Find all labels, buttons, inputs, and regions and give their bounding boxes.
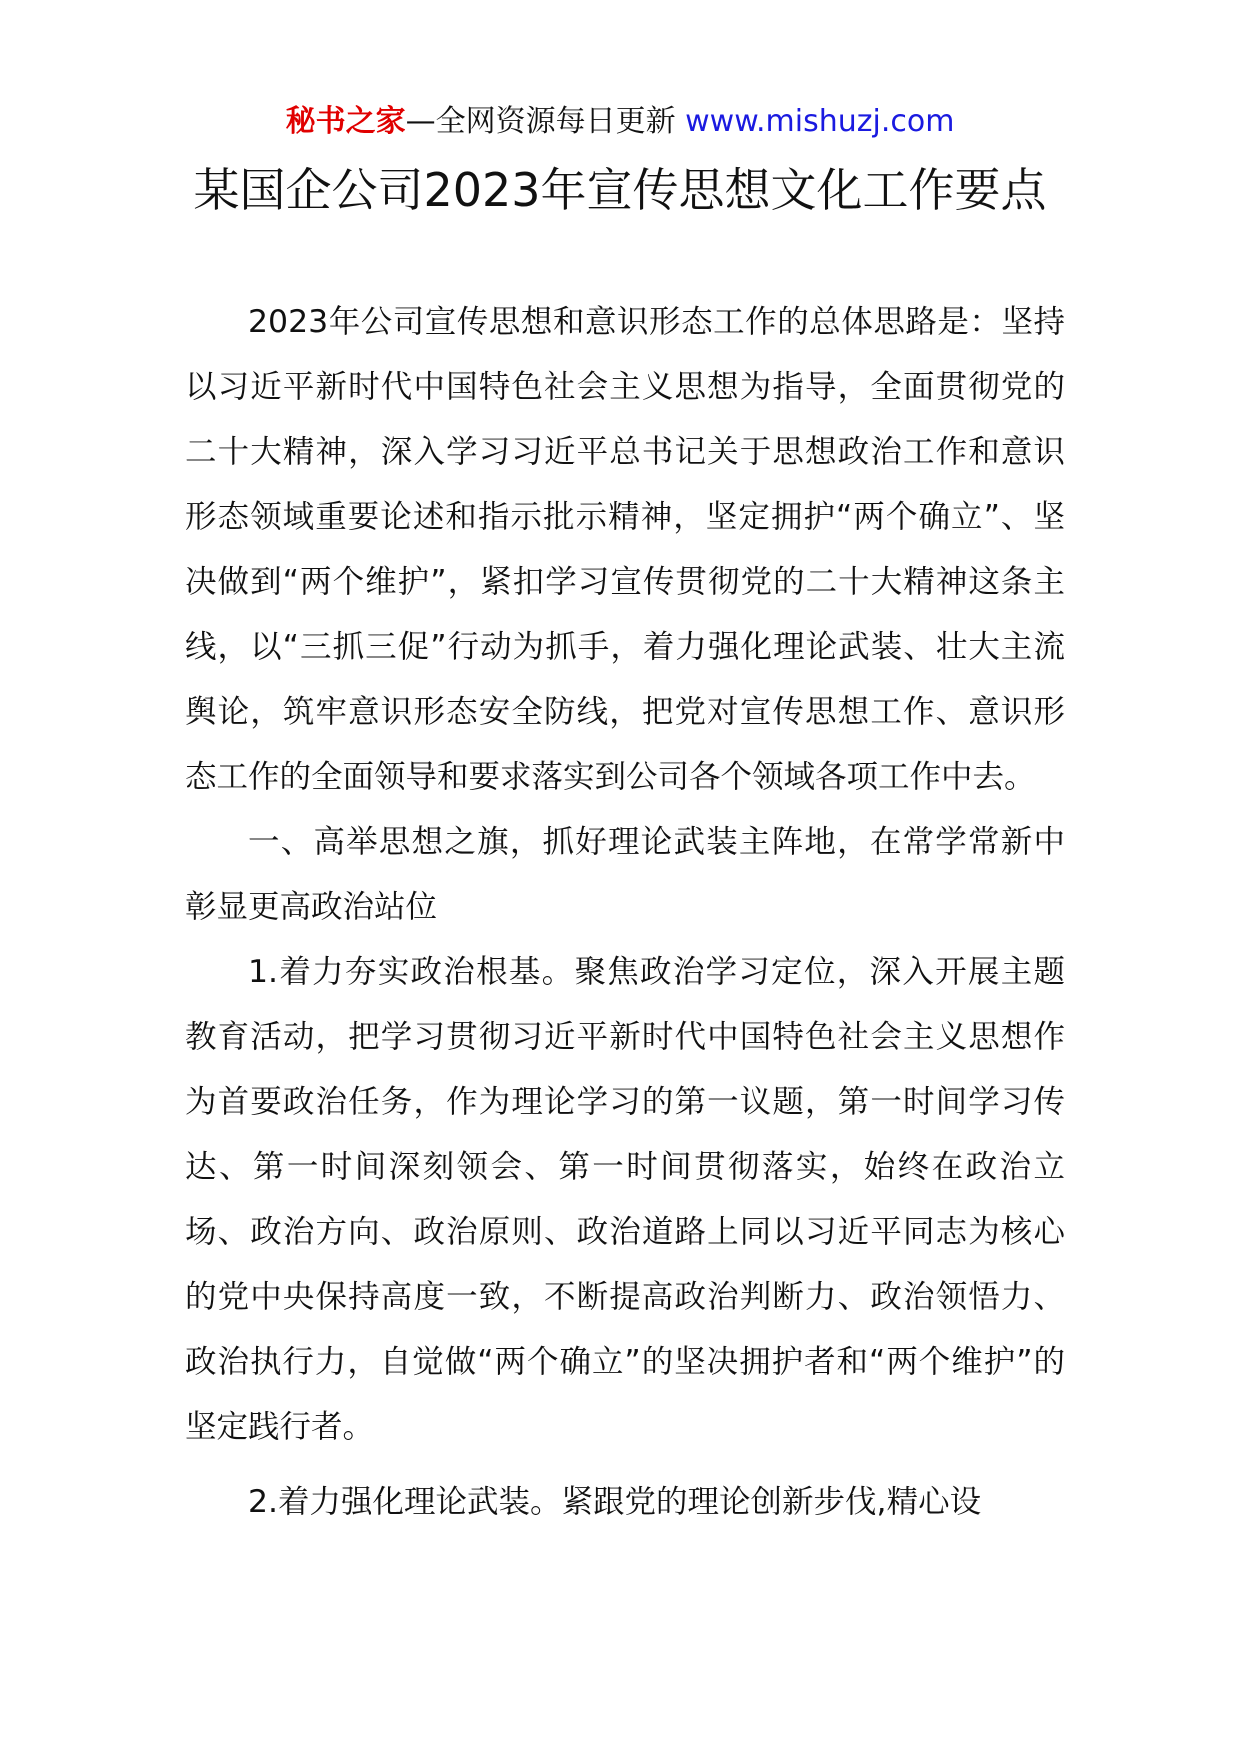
- document-title: 某国企公司2023年宣传思想文化工作要点: [193, 163, 1047, 217]
- site-banner: [0, 102, 1240, 142]
- item-paragraph-1: 1.着力夯实政治根基。聚焦政治学习定位，深入开展主题教育活动，把学习贯彻习近平新时代中国特色社会主义思想作为首要政治任务，作为理论学习的第一议题，第一时间学习传达、第一时间深刻领会、第一时间贯彻落实，始终在政治立场、政治方向、政治原则、政治道路上同以习近平同志为核心的党中央保持高度一致，不断提高政治判断力、政治领悟力、政治执行力，自觉做“两个确立”的坚决拥护者和“两个维护”的坚定践行者。: [185, 954, 1065, 1445]
- site-url-link[interactable]: www.mishuzj.com: [685, 104, 955, 139]
- document-body: [185, 290, 1065, 1535]
- item-paragraph-2: 2.着力强化理论武装。紧跟党的理论创新步伐,精心设: [248, 1484, 982, 1520]
- brand-tagline: —全网资源每日更新: [405, 104, 676, 139]
- intro-paragraph: 2023年公司宣传思想和意识形态工作的总体思路是：坚持以习近平新时代中国特色社会主义思想为指导，全面贯彻党的二十大精神，深入学习习近平总书记关于思想政治工作和意识形态领域重要论述和指示批示精神，坚定拥护“两个确立”、坚决做到“两个维护”，紧扣学习宣传贯彻党的二十大精神这条主线，以“三抓三促”行动为抓手，着力强化理论武装、壮大主流舆论，筑牢意识形态安全防线，把党对宣传思想工作、意识形态工作的全面领导和要求落实到公司各个领域各项工作中去。: [185, 304, 1065, 795]
- section-heading-1: 一、高举思想之旗，抓好理论武装主阵地，在常学常新中彰显更高政治站位: [185, 824, 1065, 925]
- brand-name: 秘书之家: [285, 104, 406, 139]
